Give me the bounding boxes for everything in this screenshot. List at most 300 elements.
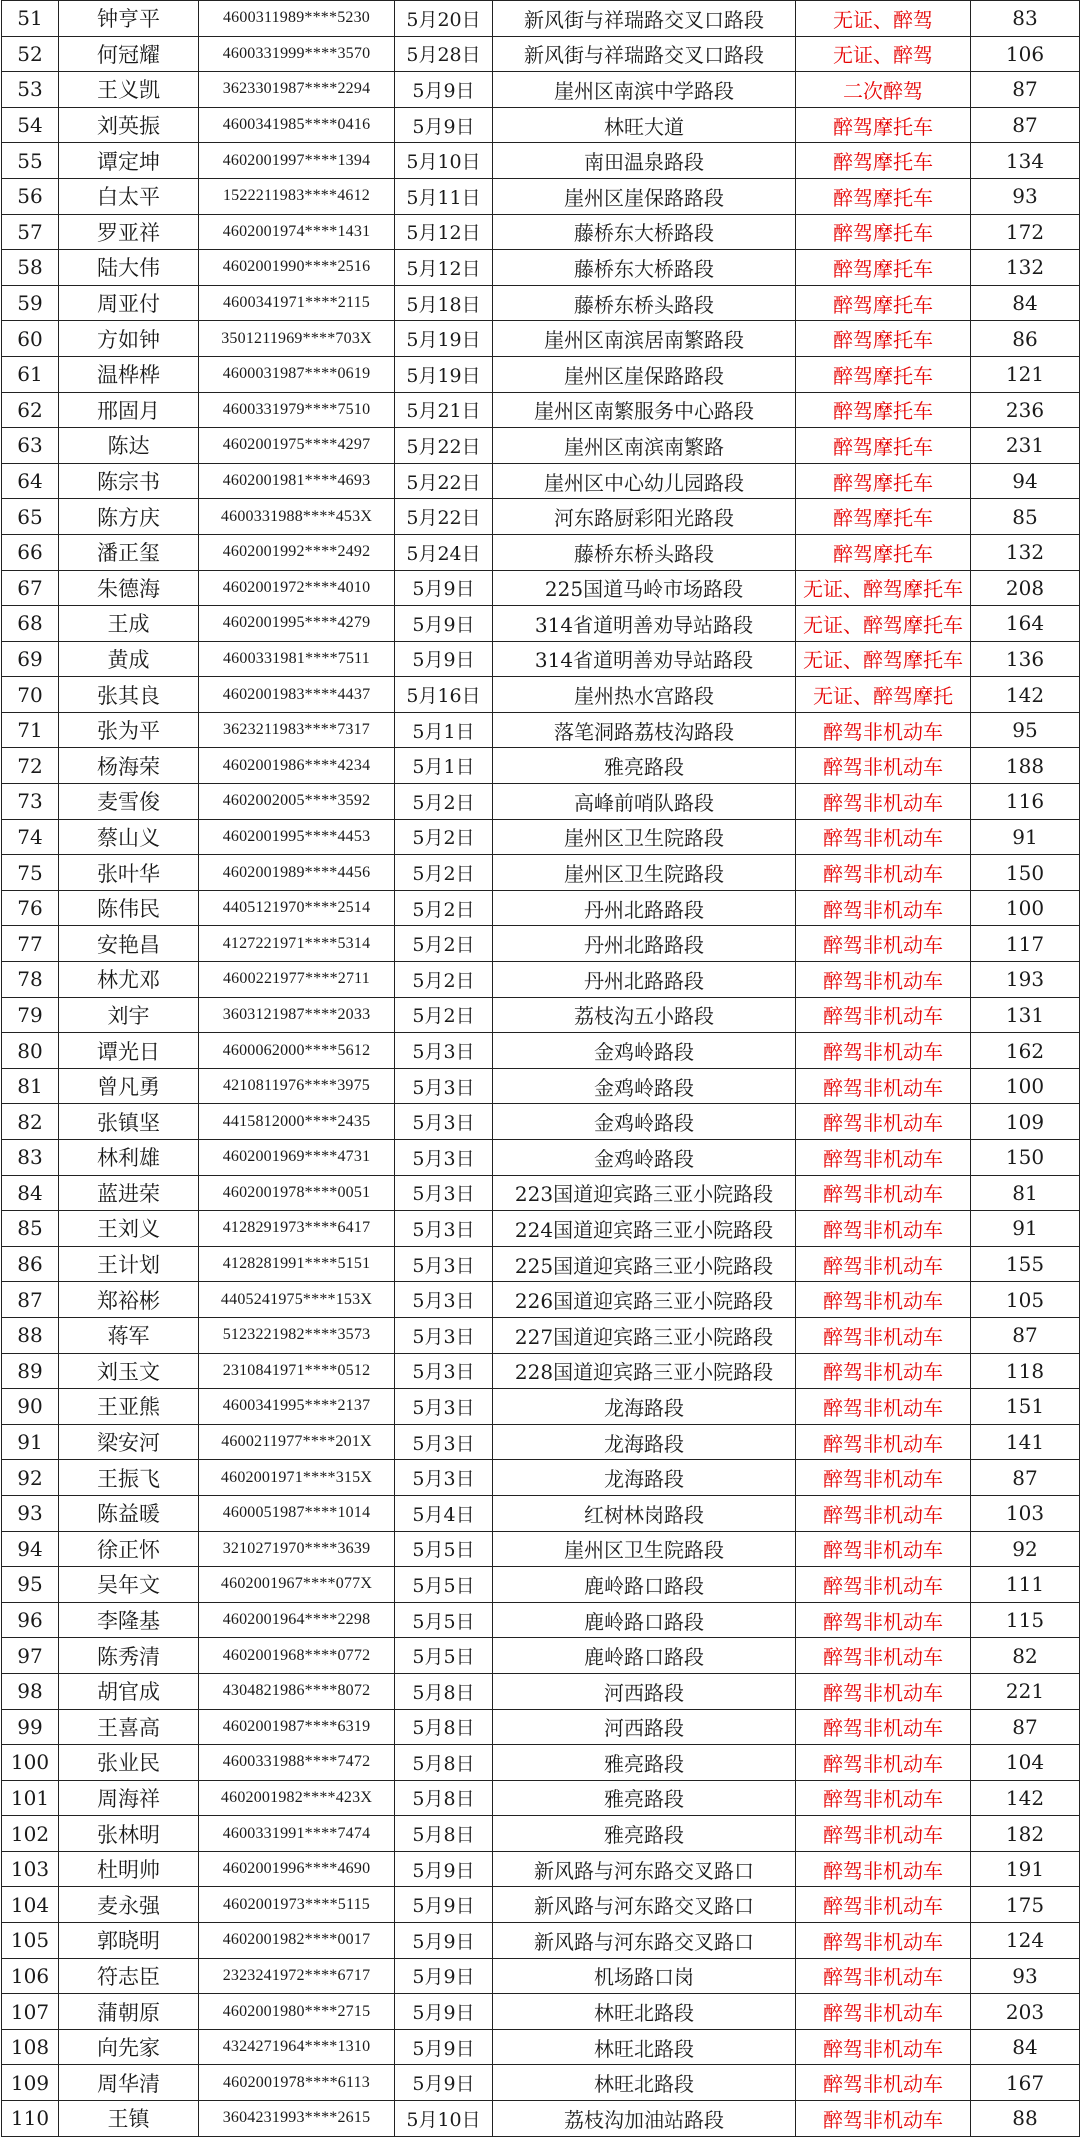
violation-location: 314省道明善劝导站路段 xyxy=(493,606,796,642)
row-number: 105 xyxy=(2,1923,59,1959)
violation-date: 5月21日 xyxy=(395,392,493,428)
table-row xyxy=(2,748,1080,784)
score-value: 93 xyxy=(971,1958,1080,1994)
table-row xyxy=(2,72,1080,108)
person-name: 王成 xyxy=(59,606,199,642)
violation-type: 无证、醉驾摩托车 xyxy=(796,606,971,642)
person-name: 张叶华 xyxy=(59,855,199,891)
row-number: 101 xyxy=(2,1780,59,1816)
violation-type: 醉驾非机动车 xyxy=(796,1673,971,1709)
table-row xyxy=(2,356,1080,392)
score-value: 87 xyxy=(971,1460,1080,1496)
violation-location: 314省道明善劝导站路段 xyxy=(493,641,796,677)
table-row xyxy=(2,641,1080,677)
violation-date: 5月5日 xyxy=(395,1567,493,1603)
violation-type: 醉驾非机动车 xyxy=(796,784,971,820)
row-number: 102 xyxy=(2,1816,59,1852)
violation-date: 5月3日 xyxy=(395,1033,493,1069)
person-name: 陈方庆 xyxy=(59,499,199,535)
violation-type: 醉驾非机动车 xyxy=(796,1887,971,1923)
score-value: 141 xyxy=(971,1424,1080,1460)
violation-type: 醉驾非机动车 xyxy=(796,890,971,926)
table-row xyxy=(2,1923,1080,1959)
table-row xyxy=(2,1780,1080,1816)
score-value: 88 xyxy=(971,2101,1080,2137)
violation-date: 5月2日 xyxy=(395,855,493,891)
violation-type: 无证、醉驾摩托 xyxy=(796,677,971,713)
violation-date: 5月8日 xyxy=(395,1673,493,1709)
violation-date: 5月10日 xyxy=(395,2101,493,2137)
id-number: 4324271964****1310 xyxy=(199,2029,395,2065)
row-number: 58 xyxy=(2,250,59,286)
violation-date: 5月3日 xyxy=(395,1353,493,1389)
row-number: 51 xyxy=(2,1,59,37)
score-value: 231 xyxy=(971,428,1080,464)
person-name: 李隆基 xyxy=(59,1602,199,1638)
id-number: 4602001974****1431 xyxy=(199,214,395,250)
person-name: 王喜高 xyxy=(59,1709,199,1745)
violation-date: 5月8日 xyxy=(395,1780,493,1816)
row-number: 81 xyxy=(2,1068,59,1104)
table-row xyxy=(2,392,1080,428)
violation-type: 无证、醉驾摩托车 xyxy=(796,641,971,677)
table-row xyxy=(2,321,1080,357)
violation-location: 鹿岭路口路段 xyxy=(493,1567,796,1603)
score-value: 103 xyxy=(971,1495,1080,1531)
person-name: 方如钟 xyxy=(59,321,199,357)
violation-date: 5月1日 xyxy=(395,748,493,784)
id-number: 4602001995****4279 xyxy=(199,606,395,642)
violation-date: 5月8日 xyxy=(395,1816,493,1852)
violation-type: 醉驾非机动车 xyxy=(796,855,971,891)
violation-location: 藤桥东大桥路段 xyxy=(493,250,796,286)
person-name: 张业民 xyxy=(59,1745,199,1781)
row-number: 56 xyxy=(2,178,59,214)
row-number: 52 xyxy=(2,36,59,72)
violation-date: 5月19日 xyxy=(395,321,493,357)
person-name: 梁安河 xyxy=(59,1424,199,1460)
id-number: 4600331991****7474 xyxy=(199,1816,395,1852)
table-row xyxy=(2,1175,1080,1211)
violation-location: 丹州北路路段 xyxy=(493,890,796,926)
table-row xyxy=(2,1567,1080,1603)
score-value: 86 xyxy=(971,321,1080,357)
table-row xyxy=(2,1851,1080,1887)
violation-date: 5月22日 xyxy=(395,463,493,499)
score-value: 142 xyxy=(971,677,1080,713)
id-number: 4600051987****1014 xyxy=(199,1495,395,1531)
row-number: 98 xyxy=(2,1673,59,1709)
person-name: 陆大伟 xyxy=(59,250,199,286)
row-number: 55 xyxy=(2,143,59,179)
violation-date: 5月19日 xyxy=(395,356,493,392)
violation-location: 崖州区卫生院路段 xyxy=(493,855,796,891)
table-row xyxy=(2,1104,1080,1140)
violation-type: 醉驾非机动车 xyxy=(796,1353,971,1389)
score-value: 172 xyxy=(971,214,1080,250)
violation-location: 林旺大道 xyxy=(493,107,796,143)
score-value: 87 xyxy=(971,107,1080,143)
violation-type: 醉驾非机动车 xyxy=(796,1246,971,1282)
violation-type: 无证、醉驾 xyxy=(796,1,971,37)
violation-type: 醉驾非机动车 xyxy=(796,1851,971,1887)
person-name: 吴年文 xyxy=(59,1567,199,1603)
score-value: 134 xyxy=(971,143,1080,179)
row-number: 93 xyxy=(2,1495,59,1531)
score-value: 93 xyxy=(971,178,1080,214)
id-number: 4600331999****3570 xyxy=(199,36,395,72)
person-name: 林尤邓 xyxy=(59,962,199,998)
person-name: 向先家 xyxy=(59,2029,199,2065)
person-name: 符志臣 xyxy=(59,1958,199,1994)
id-number: 4600311989****5230 xyxy=(199,1,395,37)
row-number: 91 xyxy=(2,1424,59,1460)
violation-type: 醉驾非机动车 xyxy=(796,712,971,748)
row-number: 67 xyxy=(2,570,59,606)
violation-date: 5月3日 xyxy=(395,1211,493,1247)
violation-date: 5月9日 xyxy=(395,641,493,677)
score-value: 193 xyxy=(971,962,1080,998)
row-number: 79 xyxy=(2,997,59,1033)
violation-date: 5月2日 xyxy=(395,890,493,926)
id-number: 4602001995****4453 xyxy=(199,819,395,855)
id-number: 4602001967****077X xyxy=(199,1567,395,1603)
table-row xyxy=(2,1389,1080,1425)
violation-date: 5月5日 xyxy=(395,1531,493,1567)
violation-type: 醉驾非机动车 xyxy=(796,1175,971,1211)
row-number: 85 xyxy=(2,1211,59,1247)
score-value: 81 xyxy=(971,1175,1080,1211)
score-value: 82 xyxy=(971,1638,1080,1674)
violation-location: 崖州区卫生院路段 xyxy=(493,819,796,855)
violation-type: 醉驾非机动车 xyxy=(796,1780,971,1816)
violation-location: 雅亮路段 xyxy=(493,1816,796,1852)
violation-date: 5月9日 xyxy=(395,1851,493,1887)
id-number: 4405121970****2514 xyxy=(199,890,395,926)
table-row xyxy=(2,1638,1080,1674)
person-name: 郭晓明 xyxy=(59,1923,199,1959)
person-name: 王亚熊 xyxy=(59,1389,199,1425)
score-value: 203 xyxy=(971,1994,1080,2030)
id-number: 4602001964****2298 xyxy=(199,1602,395,1638)
violation-location: 224国道迎宾路三亚小院路段 xyxy=(493,1211,796,1247)
table-row xyxy=(2,890,1080,926)
table-row xyxy=(2,997,1080,1033)
violation-date: 5月22日 xyxy=(395,428,493,464)
violation-location: 荔枝沟加油站路段 xyxy=(493,2101,796,2137)
person-name: 朱德海 xyxy=(59,570,199,606)
row-number: 64 xyxy=(2,463,59,499)
violation-date: 5月3日 xyxy=(395,1175,493,1211)
score-value: 109 xyxy=(971,1104,1080,1140)
violation-type: 醉驾非机动车 xyxy=(796,1460,971,1496)
violation-location: 林旺北路段 xyxy=(493,1994,796,2030)
id-number: 4602001989****4456 xyxy=(199,855,395,891)
id-number: 4602001971****315X xyxy=(199,1460,395,1496)
violation-location: 藤桥东桥头路段 xyxy=(493,285,796,321)
person-name: 周海祥 xyxy=(59,1780,199,1816)
row-number: 76 xyxy=(2,890,59,926)
person-name: 张林明 xyxy=(59,1816,199,1852)
id-number: 4128291973****6417 xyxy=(199,1211,395,1247)
score-value: 105 xyxy=(971,1282,1080,1318)
violation-date: 5月2日 xyxy=(395,819,493,855)
violation-type: 醉驾非机动车 xyxy=(796,1745,971,1781)
row-number: 107 xyxy=(2,1994,59,2030)
violation-location: 林旺北路段 xyxy=(493,2029,796,2065)
score-value: 131 xyxy=(971,997,1080,1033)
violation-type: 醉驾非机动车 xyxy=(796,819,971,855)
score-value: 104 xyxy=(971,1745,1080,1781)
violation-type: 醉驾非机动车 xyxy=(796,1389,971,1425)
violation-type: 醉驾非机动车 xyxy=(796,1140,971,1176)
id-number: 4600341971****2115 xyxy=(199,285,395,321)
score-value: 132 xyxy=(971,534,1080,570)
violation-location: 丹州北路路段 xyxy=(493,962,796,998)
violation-type: 醉驾非机动车 xyxy=(796,1211,971,1247)
id-number: 4602001978****6113 xyxy=(199,2065,395,2101)
id-number: 4304821986****8072 xyxy=(199,1673,395,1709)
score-value: 208 xyxy=(971,570,1080,606)
score-value: 175 xyxy=(971,1887,1080,1923)
id-number: 4602001982****423X xyxy=(199,1780,395,1816)
id-number: 4600031987****0619 xyxy=(199,356,395,392)
person-name: 麦永强 xyxy=(59,1887,199,1923)
violation-type: 醉驾摩托车 xyxy=(796,321,971,357)
violation-location: 高峰前哨队路段 xyxy=(493,784,796,820)
table-row xyxy=(2,463,1080,499)
person-name: 张其良 xyxy=(59,677,199,713)
violation-date: 5月22日 xyxy=(395,499,493,535)
table-row xyxy=(2,107,1080,143)
table-row xyxy=(2,1994,1080,2030)
score-value: 142 xyxy=(971,1780,1080,1816)
score-value: 100 xyxy=(971,890,1080,926)
person-name: 王计划 xyxy=(59,1246,199,1282)
violation-date: 5月28日 xyxy=(395,36,493,72)
table-row xyxy=(2,1887,1080,1923)
id-number: 4602001990****2516 xyxy=(199,250,395,286)
violation-type: 醉驾非机动车 xyxy=(796,926,971,962)
id-number: 4415812000****2435 xyxy=(199,1104,395,1140)
violation-type: 醉驾非机动车 xyxy=(796,1638,971,1674)
id-number: 4602001972****4010 xyxy=(199,570,395,606)
violation-type: 醉驾摩托车 xyxy=(796,499,971,535)
violation-location: 金鸡岭路段 xyxy=(493,1104,796,1140)
violation-type: 醉驾非机动车 xyxy=(796,1068,971,1104)
violation-location: 藤桥东大桥路段 xyxy=(493,214,796,250)
violation-date: 5月9日 xyxy=(395,1923,493,1959)
violation-type: 醉驾摩托车 xyxy=(796,463,971,499)
row-number: 87 xyxy=(2,1282,59,1318)
violation-date: 5月9日 xyxy=(395,1994,493,2030)
violation-date: 5月20日 xyxy=(395,1,493,37)
table-row xyxy=(2,1,1080,37)
row-number: 86 xyxy=(2,1246,59,1282)
id-number: 4602001975****4297 xyxy=(199,428,395,464)
person-name: 陈益暖 xyxy=(59,1495,199,1531)
violation-date: 5月3日 xyxy=(395,1140,493,1176)
violation-table xyxy=(1,0,1080,2137)
score-value: 150 xyxy=(971,1140,1080,1176)
violation-type: 醉驾摩托车 xyxy=(796,214,971,250)
table-row xyxy=(2,712,1080,748)
row-number: 54 xyxy=(2,107,59,143)
violation-date: 5月2日 xyxy=(395,784,493,820)
violation-date: 5月9日 xyxy=(395,606,493,642)
violation-location: 龙海路段 xyxy=(493,1424,796,1460)
violation-location: 新风街与祥瑞路交叉口路段 xyxy=(493,36,796,72)
row-number: 74 xyxy=(2,819,59,855)
id-number: 3501211969****703X xyxy=(199,321,395,357)
violation-date: 5月9日 xyxy=(395,107,493,143)
row-number: 70 xyxy=(2,677,59,713)
score-value: 106 xyxy=(971,36,1080,72)
id-number: 1522211983****4612 xyxy=(199,178,395,214)
score-value: 155 xyxy=(971,1246,1080,1282)
person-name: 邢固月 xyxy=(59,392,199,428)
person-name: 何冠耀 xyxy=(59,36,199,72)
table-row xyxy=(2,1745,1080,1781)
person-name: 刘玉文 xyxy=(59,1353,199,1389)
score-value: 188 xyxy=(971,748,1080,784)
row-number: 65 xyxy=(2,499,59,535)
violation-type: 醉驾摩托车 xyxy=(796,428,971,464)
violation-type: 醉驾摩托车 xyxy=(796,107,971,143)
person-name: 王振飞 xyxy=(59,1460,199,1496)
violation-type: 醉驾非机动车 xyxy=(796,1602,971,1638)
table-row xyxy=(2,570,1080,606)
violation-location: 新风路与河东路交叉路口 xyxy=(493,1923,796,1959)
score-value: 121 xyxy=(971,356,1080,392)
violation-location: 崖州区崖保路路段 xyxy=(493,178,796,214)
violation-date: 5月9日 xyxy=(395,2029,493,2065)
table-row xyxy=(2,1673,1080,1709)
violation-date: 5月9日 xyxy=(395,72,493,108)
table-row xyxy=(2,1531,1080,1567)
id-number: 4600331979****7510 xyxy=(199,392,395,428)
score-value: 182 xyxy=(971,1816,1080,1852)
violation-type: 醉驾摩托车 xyxy=(796,285,971,321)
score-value: 191 xyxy=(971,1851,1080,1887)
violation-date: 5月12日 xyxy=(395,250,493,286)
person-name: 白太平 xyxy=(59,178,199,214)
person-name: 蓝进荣 xyxy=(59,1175,199,1211)
table-row xyxy=(2,784,1080,820)
id-number: 5123221982****3573 xyxy=(199,1317,395,1353)
id-number: 4600331981****7511 xyxy=(199,641,395,677)
row-number: 88 xyxy=(2,1317,59,1353)
violation-location: 崖州热水宫路段 xyxy=(493,677,796,713)
violation-type: 醉驾非机动车 xyxy=(796,1424,971,1460)
person-name: 谭光日 xyxy=(59,1033,199,1069)
table-row xyxy=(2,178,1080,214)
id-number: 2310841971****0512 xyxy=(199,1353,395,1389)
violation-location: 崖州区卫生院路段 xyxy=(493,1531,796,1567)
violation-type: 无证、醉驾摩托车 xyxy=(796,570,971,606)
table-row xyxy=(2,1424,1080,1460)
person-name: 王镇 xyxy=(59,2101,199,2137)
table-row xyxy=(2,606,1080,642)
violation-date: 5月9日 xyxy=(395,1887,493,1923)
score-value: 87 xyxy=(971,1317,1080,1353)
table-row xyxy=(2,285,1080,321)
person-name: 胡官成 xyxy=(59,1673,199,1709)
table-row xyxy=(2,926,1080,962)
violation-location: 新风路与河东路交叉路口 xyxy=(493,1887,796,1923)
id-number: 4602001983****4437 xyxy=(199,677,395,713)
score-value: 87 xyxy=(971,1709,1080,1745)
violation-type: 醉驾非机动车 xyxy=(796,1709,971,1745)
violation-date: 5月9日 xyxy=(395,1958,493,1994)
score-value: 164 xyxy=(971,606,1080,642)
table-row xyxy=(2,962,1080,998)
id-number: 4602001996****4690 xyxy=(199,1851,395,1887)
score-value: 94 xyxy=(971,463,1080,499)
score-value: 132 xyxy=(971,250,1080,286)
violation-type: 醉驾非机动车 xyxy=(796,1104,971,1140)
violation-location: 崖州区南滨中学路段 xyxy=(493,72,796,108)
person-name: 陈秀清 xyxy=(59,1638,199,1674)
row-number: 73 xyxy=(2,784,59,820)
row-number: 106 xyxy=(2,1958,59,1994)
score-value: 100 xyxy=(971,1068,1080,1104)
table-row xyxy=(2,2029,1080,2065)
person-name: 曾凡勇 xyxy=(59,1068,199,1104)
row-number: 72 xyxy=(2,748,59,784)
person-name: 潘正玺 xyxy=(59,534,199,570)
id-number: 4602001973****5115 xyxy=(199,1887,395,1923)
id-number: 4602001981****4693 xyxy=(199,463,395,499)
violation-type: 醉驾非机动车 xyxy=(796,1923,971,1959)
table-row xyxy=(2,1460,1080,1496)
table-body xyxy=(2,1,1080,2137)
id-number: 4602001982****0017 xyxy=(199,1923,395,1959)
id-number: 4602001997****1394 xyxy=(199,143,395,179)
violation-type: 醉驾非机动车 xyxy=(796,2029,971,2065)
score-value: 115 xyxy=(971,1602,1080,1638)
row-number: 75 xyxy=(2,855,59,891)
violation-type: 醉驾非机动车 xyxy=(796,962,971,998)
row-number: 108 xyxy=(2,2029,59,2065)
violation-type: 醉驾非机动车 xyxy=(796,1317,971,1353)
violation-location: 龙海路段 xyxy=(493,1460,796,1496)
id-number: 4602001986****4234 xyxy=(199,748,395,784)
row-number: 83 xyxy=(2,1140,59,1176)
row-number: 68 xyxy=(2,606,59,642)
table-row xyxy=(2,1958,1080,1994)
id-number: 4600341985****0416 xyxy=(199,107,395,143)
table-row xyxy=(2,1602,1080,1638)
violation-type: 醉驾非机动车 xyxy=(796,1567,971,1603)
violation-date: 5月2日 xyxy=(395,997,493,1033)
violation-date: 5月16日 xyxy=(395,677,493,713)
score-value: 91 xyxy=(971,819,1080,855)
row-number: 97 xyxy=(2,1638,59,1674)
row-number: 53 xyxy=(2,72,59,108)
violation-date: 5月12日 xyxy=(395,214,493,250)
violation-location: 金鸡岭路段 xyxy=(493,1140,796,1176)
id-number: 4602001992****2492 xyxy=(199,534,395,570)
id-number: 4210811976****3975 xyxy=(199,1068,395,1104)
violation-location: 雅亮路段 xyxy=(493,1780,796,1816)
table-row xyxy=(2,1211,1080,1247)
person-name: 刘宇 xyxy=(59,997,199,1033)
violation-location: 龙海路段 xyxy=(493,1389,796,1425)
person-name: 安艳昌 xyxy=(59,926,199,962)
id-number: 3604231993****2615 xyxy=(199,2101,395,2137)
id-number: 4600211977****201X xyxy=(199,1424,395,1460)
